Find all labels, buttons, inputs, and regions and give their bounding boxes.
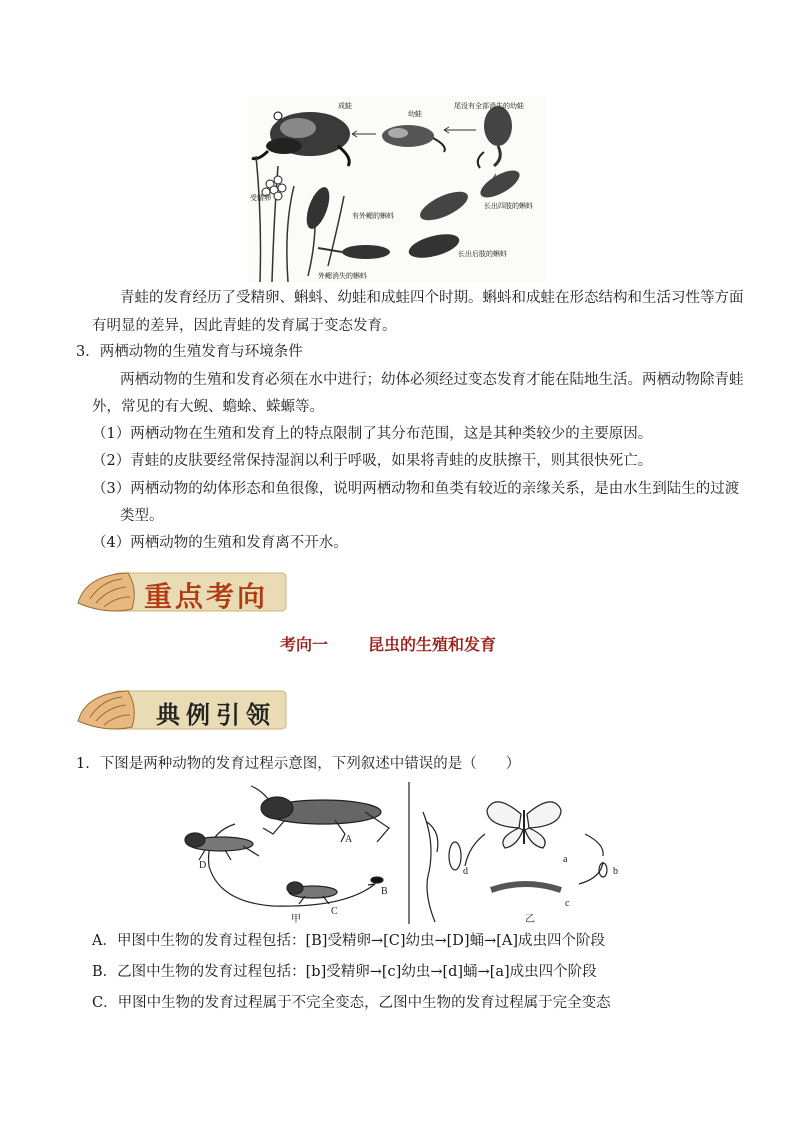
butterfly-cycle (423, 802, 607, 922)
froglet-with-tail (478, 106, 512, 168)
section3-intro-line2: 外，常见的有大鲵、蟾蜍、蝾螈等。 (92, 399, 324, 415)
label-D: D (199, 860, 207, 871)
label-four-legs: 长出四肢的蝌蚪 (484, 202, 533, 210)
frog-life-cycle-figure (248, 96, 546, 282)
frog-life-cycle-illustration (248, 96, 546, 282)
section3-item-4: （4）两栖动物的生殖和发育离不开水。 (92, 535, 348, 551)
conch-shell-icon (78, 573, 134, 611)
tadpoles (302, 165, 524, 262)
label-A: A (345, 834, 353, 845)
insect-development-illustration (165, 782, 635, 924)
label-tail-not-gone: 尾没有全部消失的幼蛙 (454, 102, 524, 110)
option-A: A．甲图中生物的发育过程包括：[B]受精卵→[C]幼虫→[D]蛹→[A]成虫四个阶段 (92, 933, 606, 949)
section3-item-1: （1）两栖动物在生殖和发育上的特点限制了其分布范围，这是其种类较少的主要原因。 (92, 426, 653, 442)
young-frog (382, 125, 445, 152)
banner-key-directions (76, 565, 290, 617)
option-B: B．乙图中生物的发育过程包括：[b]受精卵→[c]幼虫→[d]蛹→[a]成虫四个阶段 (92, 964, 597, 980)
water-plants (256, 156, 344, 282)
label-adult: 成蛙 (338, 102, 352, 110)
label-hind-legs: 长出后肢的蝌蚪 (458, 250, 507, 258)
label-yi: 乙 (525, 914, 535, 924)
question-stem: 1．下图是两种动物的发育过程示意图，下列叙述中错误的是（ ） (76, 756, 521, 772)
section3-item-2: （2）青蛙的皮肤要经常保持湿润以利于呼吸，如果将青蛙的皮肤擦干，则其很快死亡。 (92, 453, 653, 469)
label-gill-gone: 外鳃消失的蝌蚪 (318, 272, 367, 280)
label-b: b (613, 866, 618, 877)
grasshopper-cycle (185, 786, 389, 906)
label-ext-gill: 有外鳃的蝌蚪 (352, 212, 394, 220)
label-a: a (563, 854, 568, 865)
banner-key-directions-text: 重点考向 (144, 580, 269, 613)
label-d: d (463, 866, 468, 877)
adult-frog (252, 112, 350, 166)
label-c: c (565, 898, 570, 909)
section3-title: 3．两栖动物的生殖发育与环境条件 (76, 344, 303, 360)
label-jia: 甲 (291, 914, 301, 924)
section3-item-3: （3）两栖动物的幼体形态和鱼很像，说明两栖动物和鱼类有较近的亲缘关系，是由水生到陆生的过渡 (92, 481, 740, 497)
section3-item-3-cont: 类型。 (120, 508, 164, 524)
frog-development-line1: 青蛙的发育经历了受精卵、蝌蚪、幼蛙和成蛙四个时期。蝌蚪和成蛙在形态结构和生活习性等方面 (120, 290, 744, 306)
insect-development-figure (165, 782, 635, 924)
label-C: C (331, 906, 338, 917)
label-young: 幼蛙 (408, 110, 422, 118)
label-B: B (381, 886, 388, 897)
direction-prefix: 考向一 (280, 635, 329, 654)
frog-development-line2: 有明显的差异，因此青蛙的发育属于变态发育。 (92, 318, 397, 334)
banner-typical-examples (76, 683, 290, 735)
option-C: C．甲图中生物的发育过程属于不完全变态，乙图中生物的发育过程属于完全变态 (92, 995, 611, 1011)
direction-title: 昆虫的生殖和发育 (368, 635, 497, 654)
section3-intro-line1: 两栖动物的生殖和发育必须在水中进行；幼体必须经过变态发育才能在陆地生活。两栖动物除青蛙 (120, 372, 744, 388)
label-egg: 受精卵 (250, 194, 271, 202)
banner-typical-examples-text: 典例引领 (156, 700, 276, 729)
conch-shell-icon (78, 691, 134, 729)
